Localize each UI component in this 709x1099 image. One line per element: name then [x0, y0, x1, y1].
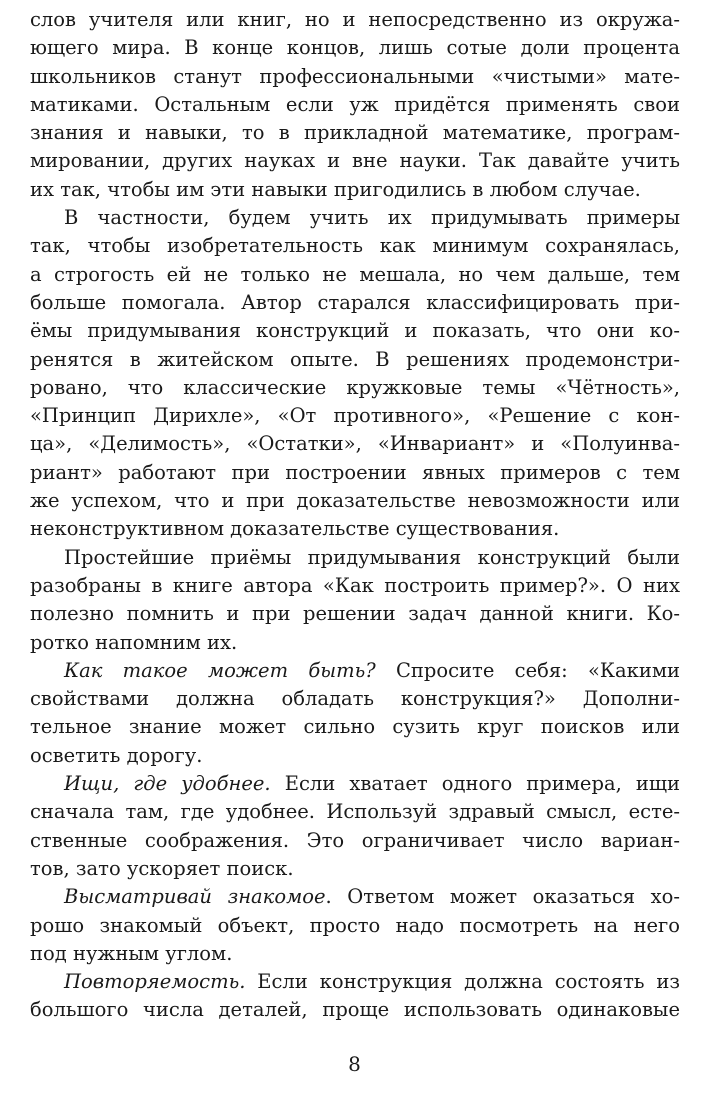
italic-lead: Ищи, где удобнее. — [64, 772, 271, 796]
text-line: их так, чтобы им эти навыки пригодились в любом случае. — [30, 177, 641, 201]
text-line: так, чтобы изобретательность как минимум сохранялась, — [30, 234, 680, 258]
text-line: больше помогала. Автор старался классифицировать при- — [30, 290, 680, 314]
italic-lead: Высматривай знакомое — [64, 885, 326, 909]
text-line: полезно помнить и при решении задач данной книги. Ко- — [30, 602, 680, 626]
paragraph — [30, 770, 680, 883]
text-line: «Принцип Дирихле», «От противного», «Решение с кон- — [30, 404, 680, 428]
text-line: ротко напомним их. — [30, 630, 238, 654]
paragraph — [30, 657, 680, 770]
text-line: риант» работают при построении явных примеров с тем — [30, 460, 680, 484]
text-line: под нужным углом. — [30, 941, 233, 965]
text-line: большого числа деталей, проще использовать одинаковые — [30, 998, 680, 1022]
text-line: рошо знакомый объект, просто надо посмотреть на него — [30, 913, 680, 937]
line-rest: Спросите себя: «Какими — [375, 658, 680, 682]
page-number: 8 — [348, 1052, 361, 1076]
text-line: свойствами должна обладать конструкция?» Дополни- — [30, 687, 680, 711]
text-line: слов учителя или книг, но и непосредственно из окружа- — [30, 8, 680, 31]
paragraph — [30, 544, 680, 657]
italic-lead: Повторяемость. — [64, 970, 246, 994]
line-rest: Если конструкция должна состоять из — [245, 970, 680, 994]
text-line: мировании, других науках и вне науки. Так давайте учить — [30, 149, 680, 173]
text-line: тельное знание может сильно сузить круг поисков или — [30, 715, 680, 739]
text-line: ренятся в житейском опыте. В решениях продемонстри- — [30, 347, 680, 371]
text-line: а строгость ей не только не мешала, но чем дальше, тем — [30, 262, 680, 286]
page-body — [30, 6, 680, 1025]
text-line: матиками. Остальным если уж придётся применять свои — [30, 92, 680, 116]
text-line: тов, зато ускоряет поиск. — [30, 856, 294, 880]
text-line: ровано, что классические кружковые темы «Чётность», — [30, 375, 680, 399]
text-line: разобраны в книге автора «Как построить пример?». О них — [30, 573, 680, 597]
paragraph — [30, 968, 680, 1025]
text-line: неконструктивном доказательстве существования. — [30, 517, 560, 541]
text-line: знания и навыки, то в прикладной математике, програм- — [30, 121, 680, 145]
paragraph — [30, 883, 680, 968]
text-line — [30, 883, 680, 911]
text-line — [30, 770, 680, 798]
paragraph — [30, 204, 680, 544]
text-line: ца», «Делимость», «Остатки», «Инвариант» и «Полуинва- — [30, 432, 680, 456]
text-line: сначала там, где удобнее. Используй здравый смысл, есте- — [30, 800, 680, 824]
text-line — [30, 968, 680, 996]
paragraph — [30, 6, 680, 204]
text-line: ёмы придумывания конструкций и показать, что они ко- — [30, 319, 680, 343]
text-line: осветить дорогу. — [30, 743, 203, 767]
text-line: ющего мира. В конце концов, лишь сотые доли процента — [30, 36, 680, 60]
text-line: В частности, будем учить их придумывать примеры — [64, 206, 680, 230]
text-line: Простейшие приёмы придумывания конструкций были — [64, 545, 680, 569]
text-line: ственные соображения. Это ограничивает число вариан- — [30, 828, 680, 852]
text-line: школьников станут профессиональными «чистыми» мате- — [30, 64, 680, 88]
line-rest: . Ответом может оказаться хо- — [325, 885, 680, 909]
text-line: же успехом, что и при доказательстве невозможности или — [30, 489, 680, 513]
text-line — [30, 657, 680, 685]
italic-lead: Как такое может быть? — [64, 658, 376, 682]
line-rest: Если хватает одного примера, ищи — [270, 772, 680, 796]
